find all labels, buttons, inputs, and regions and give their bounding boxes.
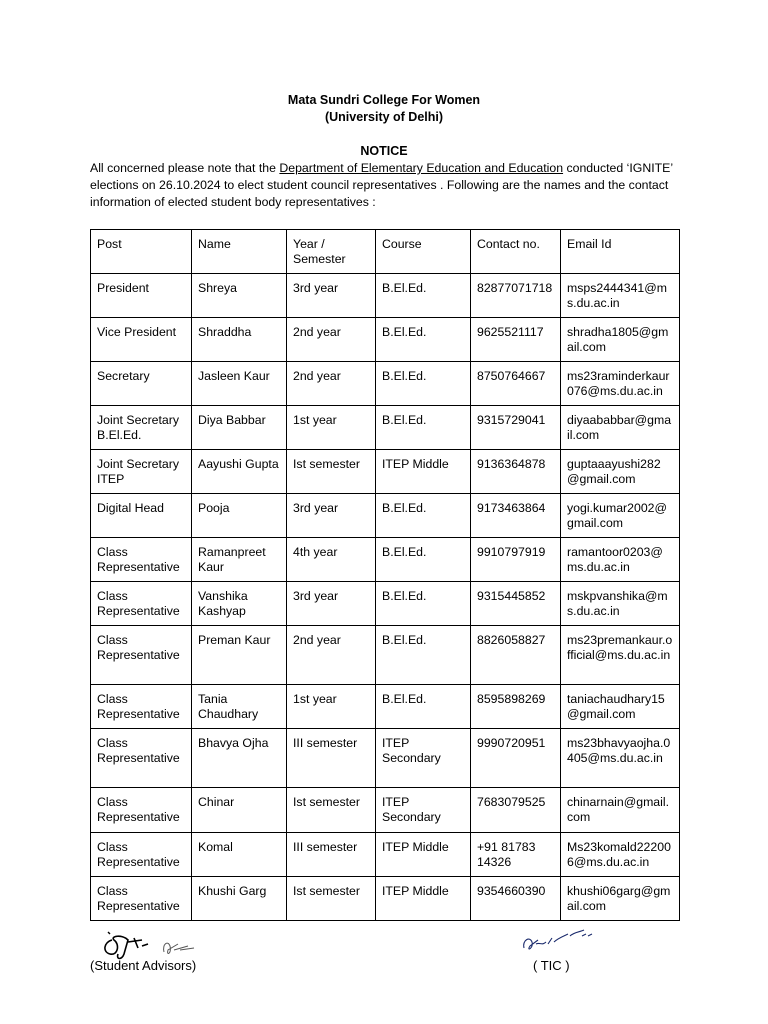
table-cell: 4th year — [287, 538, 376, 582]
tic-signature — [520, 926, 600, 956]
table-cell: 1st year — [287, 406, 376, 450]
table-cell: 9136364878 — [471, 450, 561, 494]
table-cell: 8595898269 — [471, 685, 561, 729]
table-row — [91, 788, 680, 833]
table-cell: B.El.Ed. — [376, 685, 471, 729]
table-cell: B.El.Ed. — [376, 538, 471, 582]
table-cell: 3rd year — [287, 582, 376, 626]
table-cell: Class Representative — [91, 582, 192, 626]
table-cell: Ist semester — [287, 450, 376, 494]
table-cell: taniachaudhary15@gmail.com — [561, 685, 680, 729]
table-cell: Secretary — [91, 362, 192, 406]
table-row — [91, 274, 680, 318]
table-cell: Komal — [192, 833, 287, 877]
table-cell: Tania Chaudhary — [192, 685, 287, 729]
table-cell: 9315729041 — [471, 406, 561, 450]
table-cell: Class Representative — [91, 877, 192, 921]
table-cell: Class Representative — [91, 685, 192, 729]
representatives-table — [90, 229, 680, 921]
table-cell: ms23raminderkaur076@ms.du.ac.in — [561, 362, 680, 406]
student-advisors-label: (Student Advisors) — [90, 958, 197, 973]
table-cell: Shreya — [192, 274, 287, 318]
table-cell: diyaababbar@gmail.com — [561, 406, 680, 450]
table-cell: shradha1805@gmail.com — [561, 318, 680, 362]
table-row — [91, 685, 680, 729]
table-cell: ITEP Secondary — [376, 788, 471, 833]
table-row — [91, 450, 680, 494]
table-cell: Class Representative — [91, 833, 192, 877]
table-cell: Ms23komald222006@ms.du.ac.in — [561, 833, 680, 877]
table-cell: Digital Head — [91, 494, 192, 538]
table-cell: chinarnain@gmail.com — [561, 788, 680, 833]
table-cell: 3rd year — [287, 274, 376, 318]
table-cell: khushi06garg@gmail.com — [561, 877, 680, 921]
table-cell: msps2444341@ms.du.ac.in — [561, 274, 680, 318]
table-row — [91, 582, 680, 626]
table-cell: 8750764667 — [471, 362, 561, 406]
notice-paragraph — [90, 160, 690, 211]
table-cell: ITEP Middle — [376, 833, 471, 877]
table-row — [91, 729, 680, 788]
table-cell: yogi.kumar2002@gmail.com — [561, 494, 680, 538]
table-cell: Shraddha — [192, 318, 287, 362]
table-row — [91, 877, 680, 921]
table-cell: 9354660390 — [471, 877, 561, 921]
table-cell: Diya Babbar — [192, 406, 287, 450]
table-row — [91, 406, 680, 450]
table-cell: Ramanpreet Kaur — [192, 538, 287, 582]
table-cell: Vice President — [91, 318, 192, 362]
table-cell: 2nd year — [287, 362, 376, 406]
table-cell: B.El.Ed. — [376, 406, 471, 450]
table-cell: Ist semester — [287, 788, 376, 833]
table-cell: mskpvanshika@ms.du.ac.in — [561, 582, 680, 626]
table-cell: B.El.Ed. — [376, 626, 471, 685]
table-cell: Class Representative — [91, 538, 192, 582]
table-cell: Joint Secretary ITEP — [91, 450, 192, 494]
table-cell: 8826058827 — [471, 626, 561, 685]
table-cell: Chinar — [192, 788, 287, 833]
table-header-cell: Contact no. — [471, 230, 561, 274]
table-row — [91, 318, 680, 362]
table-cell: ITEP Middle — [376, 877, 471, 921]
table-cell: 3rd year — [287, 494, 376, 538]
table-cell: ITEP Secondary — [376, 729, 471, 788]
table-cell: Class Representative — [91, 729, 192, 788]
notice-rest: conducted ‘IGNITE’ elections on 26.10.2024 to elect student council representatives . Following are the names and the contact information of elected student body representatives : — [90, 161, 673, 209]
table-cell: B.El.Ed. — [376, 362, 471, 406]
table-cell: 9173463864 — [471, 494, 561, 538]
department-name: Department of Elementary Education and Education — [279, 161, 564, 175]
table-cell: Bhavya Ojha — [192, 729, 287, 788]
document-header — [0, 92, 768, 125]
table-cell: guptaaayushi282@gmail.com — [561, 450, 680, 494]
table-header-cell: Name — [192, 230, 287, 274]
notice-title: NOTICE — [360, 144, 408, 158]
table-cell: B.El.Ed. — [376, 318, 471, 362]
table-cell: Khushi Garg — [192, 877, 287, 921]
table-cell: Preman Kaur — [192, 626, 287, 685]
table-cell: Ist semester — [287, 877, 376, 921]
table-cell: Vanshika Kashyap — [192, 582, 287, 626]
table-cell: ms23bhavyaojha.0405@ms.du.ac.in — [561, 729, 680, 788]
table-cell: III semester — [287, 833, 376, 877]
table-cell: 9315445852 — [471, 582, 561, 626]
table-cell: Jasleen Kaur — [192, 362, 287, 406]
table-cell: 1st year — [287, 685, 376, 729]
table-row — [91, 833, 680, 877]
table-cell: 9910797919 — [471, 538, 561, 582]
table-header-cell: Year / Semester — [287, 230, 376, 274]
table-cell: Class Representative — [91, 626, 192, 685]
table-cell: Joint Secretary B.El.Ed. — [91, 406, 192, 450]
table-header-cell: Course — [376, 230, 471, 274]
table-cell: +91 81783 14326 — [471, 833, 561, 877]
notice-intro: All concerned please note that the — [90, 161, 280, 175]
college-name: Mata Sundri College For Women — [287, 93, 481, 107]
university-name: (University of Delhi) — [324, 109, 444, 124]
table-cell: B.El.Ed. — [376, 582, 471, 626]
table-header-cell: Post — [91, 230, 192, 274]
table-row — [91, 494, 680, 538]
table-cell: 2nd year — [287, 626, 376, 685]
table-cell: B.El.Ed. — [376, 274, 471, 318]
tic-label: ( TIC ) — [533, 958, 570, 973]
table-cell: 7683079525 — [471, 788, 561, 833]
table-cell: 9625521117 — [471, 318, 561, 362]
table-cell: ramantoor0203@ms.du.ac.in — [561, 538, 680, 582]
table-cell: III semester — [287, 729, 376, 788]
table-cell: Class Representative — [91, 788, 192, 833]
table-cell: 2nd year — [287, 318, 376, 362]
table-cell: 82877071718 — [471, 274, 561, 318]
table-row — [91, 362, 680, 406]
table-cell: President — [91, 274, 192, 318]
table-row — [91, 538, 680, 582]
table-cell: ITEP Middle — [376, 450, 471, 494]
table-cell: Aayushi Gupta — [192, 450, 287, 494]
table-row — [91, 626, 680, 685]
table-cell: ms23premankaur.official@ms.du.ac.in — [561, 626, 680, 685]
table-header-cell: Email Id — [561, 230, 680, 274]
table-cell: B.El.Ed. — [376, 494, 471, 538]
table-header-row — [91, 230, 680, 274]
table-cell: 9990720951 — [471, 729, 561, 788]
table-cell: Pooja — [192, 494, 287, 538]
